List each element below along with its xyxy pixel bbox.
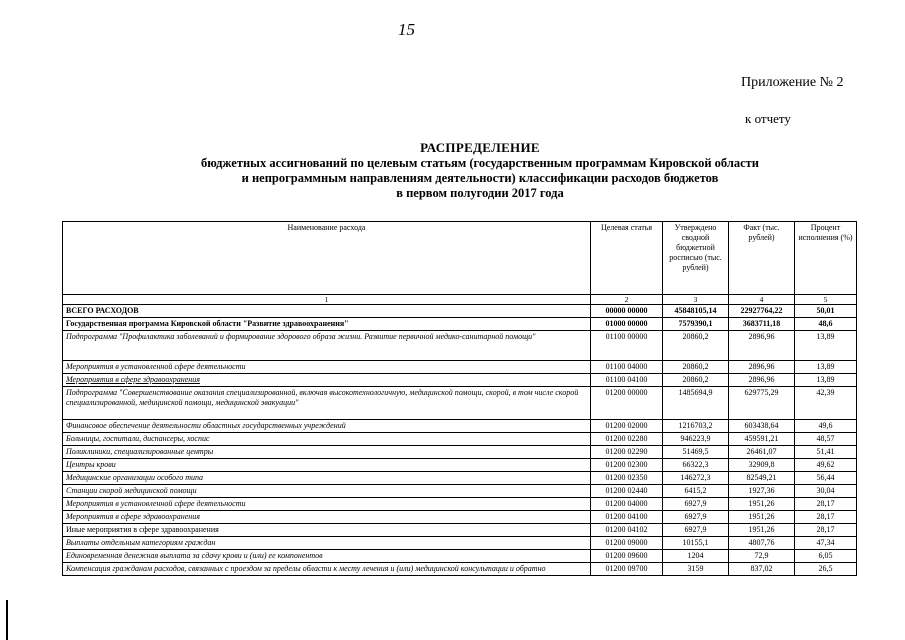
row-code: 01200 02280: [591, 433, 663, 446]
row-fact: 3683711,18: [729, 318, 795, 331]
row-code: 01100 04100: [591, 374, 663, 387]
row-percent: 56,44: [795, 472, 857, 485]
row-percent: 42,39: [795, 387, 857, 420]
row-code: 01200 02000: [591, 420, 663, 433]
row-plan: 3159: [663, 563, 729, 576]
column-number: 1: [63, 295, 591, 305]
appendix-label: Приложение № 2: [741, 75, 844, 90]
row-plan: 1216703,2: [663, 420, 729, 433]
row-name: Иные мероприятия в сфере здравоохранения: [63, 524, 591, 537]
table-row: [63, 374, 857, 387]
table-row: [63, 563, 857, 576]
row-fact: 1951,26: [729, 498, 795, 511]
title-line-1: бюджетных ассигнований по целевым статьям (государственным программам Кировской области: [200, 156, 759, 170]
title-main: РАСПРЕДЕЛЕНИЕ: [420, 140, 540, 155]
row-code: 01100 00000: [591, 331, 663, 361]
row-name: Мероприятия в установленной сфере деятельности: [63, 361, 591, 374]
row-plan: 6927,9: [663, 498, 729, 511]
row-name: Финансовое обеспечение деятельности областных государственных учреждений: [63, 420, 591, 433]
row-percent: 28,17: [795, 498, 857, 511]
row-code: 01200 09000: [591, 537, 663, 550]
row-fact: 26461,07: [729, 446, 795, 459]
table-row: [63, 511, 857, 524]
column-number: 2: [591, 295, 663, 305]
row-fact: 2896,96: [729, 361, 795, 374]
row-plan: 20860,2: [663, 374, 729, 387]
row-fact: 22927764,22: [729, 305, 795, 318]
row-code: 01200 09600: [591, 550, 663, 563]
document-title: [90, 140, 870, 201]
row-code: 01200 04000: [591, 498, 663, 511]
row-percent: 48,6: [795, 318, 857, 331]
table-row: [63, 537, 857, 550]
row-code: 01200 02440: [591, 485, 663, 498]
row-percent: 49,6: [795, 420, 857, 433]
row-name: Мероприятия в сфере здравоохранения: [63, 511, 591, 524]
row-plan: 45848105,14: [663, 305, 729, 318]
page-number: 15: [398, 20, 415, 39]
row-fact: 837,02: [729, 563, 795, 576]
row-percent: 50,01: [795, 305, 857, 318]
table-row: [63, 305, 857, 318]
row-code: 01200 02350: [591, 472, 663, 485]
row-name: Мероприятия в сфере здравоохранения: [63, 374, 591, 387]
table-row: [63, 472, 857, 485]
row-fact: 82549,21: [729, 472, 795, 485]
row-fact: 2896,96: [729, 331, 795, 361]
row-percent: 13,89: [795, 361, 857, 374]
row-percent: 13,89: [795, 374, 857, 387]
row-name: ВСЕГО РАСХОДОВ: [63, 305, 591, 318]
table-row: [63, 387, 857, 420]
row-plan: 6415,2: [663, 485, 729, 498]
column-number: 5: [795, 295, 857, 305]
row-code: 01200 04100: [591, 511, 663, 524]
header-fact: Факт (тыс. рублей): [729, 222, 795, 295]
row-plan: 146272,3: [663, 472, 729, 485]
row-plan: 66322,3: [663, 459, 729, 472]
row-plan: 10155,1: [663, 537, 729, 550]
header-name: Наименование расхода: [63, 222, 591, 295]
row-fact: 4807,76: [729, 537, 795, 550]
row-name: Государственная программа Кировской области "Развитие здравоохранения": [63, 318, 591, 331]
table-header-row: [63, 222, 857, 295]
row-percent: 51,41: [795, 446, 857, 459]
table-row: [63, 498, 857, 511]
table-row: [63, 318, 857, 331]
row-code: 01100 04000: [591, 361, 663, 374]
row-percent: 28,17: [795, 524, 857, 537]
header-percent: Процент исполнения (%): [795, 222, 857, 295]
header-code: Целевая статья: [591, 222, 663, 295]
row-percent: 13,89: [795, 331, 857, 361]
row-fact: 1951,26: [729, 511, 795, 524]
row-percent: 30,04: [795, 485, 857, 498]
table-row: [63, 331, 857, 361]
row-code: 00000 00000: [591, 305, 663, 318]
row-fact: 2896,96: [729, 374, 795, 387]
table-row: [63, 550, 857, 563]
column-number: 4: [729, 295, 795, 305]
row-plan: 20860,2: [663, 331, 729, 361]
row-percent: 26,5: [795, 563, 857, 576]
row-name: Медицинские организации особого типа: [63, 472, 591, 485]
to-report-label: к отчету: [745, 111, 791, 126]
table-row: [63, 420, 857, 433]
row-percent: 49,62: [795, 459, 857, 472]
table-row: [63, 485, 857, 498]
row-plan: 946223,9: [663, 433, 729, 446]
row-fact: 32909,8: [729, 459, 795, 472]
row-fact: 603438,64: [729, 420, 795, 433]
row-percent: 28,17: [795, 511, 857, 524]
row-name: Единовременная денежная выплата за сдачу крови и (или) ее компонентов: [63, 550, 591, 563]
row-name: Компенсация гражданам расходов, связанных с проездом за пределы области к месту лечения и (или) медицинской консультации и обратно: [63, 563, 591, 576]
row-plan: 20860,2: [663, 361, 729, 374]
row-code: 01200 02300: [591, 459, 663, 472]
row-percent: 48,57: [795, 433, 857, 446]
row-plan: 1485694,9: [663, 387, 729, 420]
table-row: [63, 446, 857, 459]
row-plan: 6927,9: [663, 511, 729, 524]
table-row: [63, 433, 857, 446]
row-plan: 51469,5: [663, 446, 729, 459]
row-code: 01200 00000: [591, 387, 663, 420]
row-code: 01200 09700: [591, 563, 663, 576]
row-plan: 6927,9: [663, 524, 729, 537]
row-plan: 1204: [663, 550, 729, 563]
table-row: [63, 524, 857, 537]
row-name: Больницы, госпитали, диспансеры, хоспис: [63, 433, 591, 446]
title-line-3: в первом полугодии 2017 года: [396, 186, 564, 200]
row-name: Центры крови: [63, 459, 591, 472]
row-percent: 6,05: [795, 550, 857, 563]
row-code: 01200 02290: [591, 446, 663, 459]
row-fact: 629775,29: [729, 387, 795, 420]
row-code: 01000 00000: [591, 318, 663, 331]
row-percent: 47,34: [795, 537, 857, 550]
row-fact: 459591,21: [729, 433, 795, 446]
row-name: Подпрограмма "Профилактика заболеваний и формирование здорового образа жизни. Развитие первичной медико-санитарной помощи": [63, 331, 591, 361]
row-name: Подпрограмма "Совершенствование оказания специализированной, включая высокотехнологичную, медицинской помощи, скорой, в том числе скорой специализированной, медицинской помощи, медицинской эвакуации": [63, 387, 591, 420]
column-number: 3: [663, 295, 729, 305]
row-name: Выплаты отдельным категориям граждан: [63, 537, 591, 550]
header-plan: Утверждено сводной бюджетной росписью (тыс. рублей): [663, 222, 729, 295]
page-edge-mark: [6, 600, 8, 640]
row-fact: 1927,36: [729, 485, 795, 498]
row-name: Мероприятия в установленной сфере деятельности: [63, 498, 591, 511]
row-fact: 72,9: [729, 550, 795, 563]
table-row: [63, 459, 857, 472]
row-name: Поликлиники, специализированные центры: [63, 446, 591, 459]
row-fact: 1951,26: [729, 524, 795, 537]
row-code: 01200 04102: [591, 524, 663, 537]
budget-table: [62, 221, 857, 576]
title-line-2: и непрограммным направлениям деятельности) классификации расходов бюджетов: [241, 171, 719, 185]
row-name: Станции скорой медицинской помощи: [63, 485, 591, 498]
table-row: [63, 361, 857, 374]
column-number-row: [63, 295, 857, 305]
row-plan: 7579390,1: [663, 318, 729, 331]
